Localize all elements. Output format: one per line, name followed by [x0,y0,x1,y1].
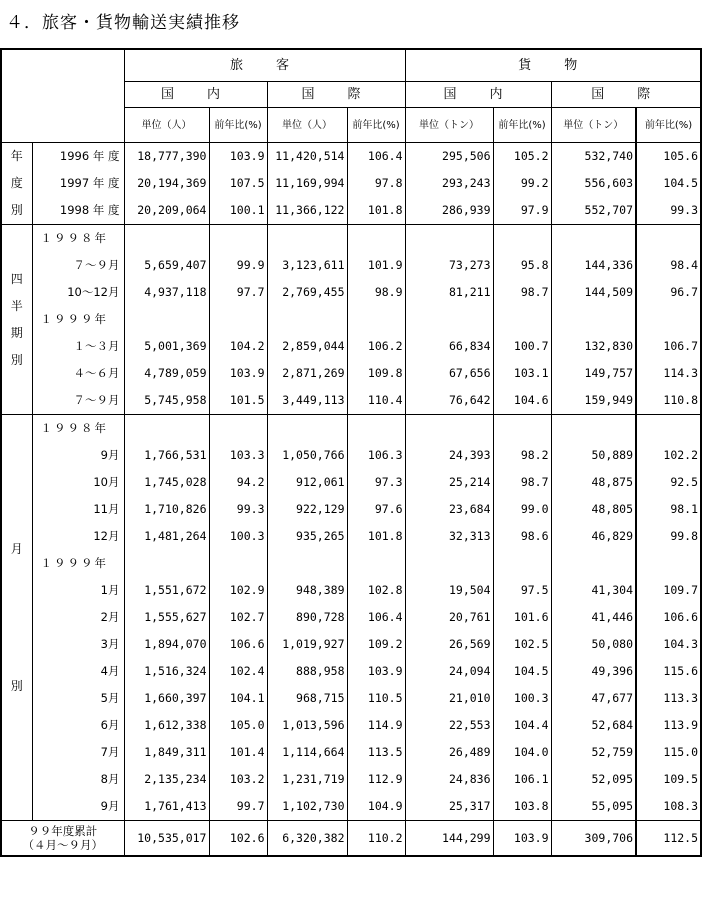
row-label: 9月 [32,793,124,821]
empty-cell [405,306,493,333]
cell-pdy: 94.2 [209,469,267,496]
empty-cell [347,550,405,577]
unit-ton: 単位（トン） [551,108,636,143]
table-row [1,279,701,306]
cell-pd: 1,710,826 [124,496,209,523]
cell-pi: 890,728 [267,604,347,631]
cell-pi: 1,019,927 [267,631,347,658]
cell-cd: 24,094 [405,658,493,685]
cell-pi: 3,123,611 [267,252,347,279]
cell-pdy: 106.6 [209,631,267,658]
cell-ci: 41,304 [551,577,636,604]
cell-cd: 25,317 [405,793,493,821]
row-label: 9月 [32,442,124,469]
cell-pdy: 99.9 [209,252,267,279]
total-cell-pd: 10,535,017 [124,821,209,857]
cell-pdy: 100.3 [209,523,267,550]
cell-pd: 2,135,234 [124,766,209,793]
cell-piy: 101.8 [347,523,405,550]
group-label-char: 期 [10,325,23,340]
cell-ci: 50,080 [551,631,636,658]
cell-ci: 46,829 [551,523,636,550]
cell-pd: 1,481,264 [124,523,209,550]
cell-cdy: 98.2 [493,442,551,469]
cell-cdy: 97.5 [493,577,551,604]
cell-ciy: 109.7 [636,577,701,604]
unit-ton: 単位（トン） [405,108,493,143]
cell-pi: 1,013,596 [267,712,347,739]
header-passenger-domestic: 国 内 [124,82,267,108]
cell-cd: 32,313 [405,523,493,550]
cell-ci: 532,740 [551,143,636,171]
table-row [1,170,701,197]
cell-piy: 114.9 [347,712,405,739]
cell-piy: 103.9 [347,658,405,685]
cell-ciy: 108.3 [636,793,701,821]
empty-cell [551,225,636,253]
cell-ci: 52,095 [551,766,636,793]
cell-cdy: 99.0 [493,496,551,523]
cell-cdy: 103.1 [493,360,551,387]
cell-pi: 968,715 [267,685,347,712]
cell-pdy: 103.9 [209,360,267,387]
empty-cell [551,415,636,443]
cell-pi: 1,050,766 [267,442,347,469]
cell-cdy: 98.7 [493,469,551,496]
cell-piy: 97.3 [347,469,405,496]
unit-yoy: 前年比(%) [209,108,267,143]
cell-pi: 948,389 [267,577,347,604]
cell-cdy: 98.7 [493,279,551,306]
cell-ci: 144,336 [551,252,636,279]
cell-cdy: 95.8 [493,252,551,279]
unit-person: 単位（人） [267,108,347,143]
cell-pdy: 102.4 [209,658,267,685]
cell-ciy: 106.6 [636,604,701,631]
cell-pd: 1,849,311 [124,739,209,766]
cell-pd: 1,894,070 [124,631,209,658]
cell-piy: 109.2 [347,631,405,658]
cell-ciy: 99.3 [636,197,701,225]
cell-ciy: 114.3 [636,360,701,387]
cell-ci: 52,684 [551,712,636,739]
cell-cd: 76,642 [405,387,493,415]
cell-piy: 101.8 [347,197,405,225]
empty-cell [124,225,209,253]
cell-pd: 5,001,369 [124,333,209,360]
table-row [1,658,701,685]
cell-pdy: 101.4 [209,739,267,766]
cell-pi: 1,231,719 [267,766,347,793]
row-label: 5月 [32,685,124,712]
row-label: 12月 [32,523,124,550]
cell-ciy: 115.6 [636,658,701,685]
cell-pdy: 102.7 [209,604,267,631]
group-label [1,143,32,225]
row-label: 1月 [32,577,124,604]
cell-pi: 2,769,455 [267,279,347,306]
cell-cd: 81,211 [405,279,493,306]
cell-pi: 11,420,514 [267,143,347,171]
cell-ci: 552,707 [551,197,636,225]
cell-cd: 19,504 [405,577,493,604]
row-label: 11月 [32,496,124,523]
cell-ciy: 115.0 [636,739,701,766]
empty-cell [209,550,267,577]
cell-ciy: 110.8 [636,387,701,415]
group-label-char: 年 [10,149,23,163]
cell-ci: 48,875 [551,469,636,496]
cell-pd: 1,555,627 [124,604,209,631]
transport-results-table [0,48,702,857]
cell-piy: 106.4 [347,604,405,631]
cell-ci: 49,396 [551,658,636,685]
empty-cell [636,225,701,253]
cell-piy: 106.3 [347,442,405,469]
empty-cell [636,415,701,443]
group-label-char: 別 [10,678,23,693]
empty-cell [347,415,405,443]
cell-cd: 26,569 [405,631,493,658]
sub-header-row [1,306,701,333]
cell-ciy: 113.3 [636,685,701,712]
sub-header-row [1,415,701,443]
cell-pd: 18,777,390 [124,143,209,171]
cell-pd: 4,789,059 [124,360,209,387]
sub-header-row [1,225,701,253]
table-row [1,577,701,604]
unit-yoy: 前年比(%) [493,108,551,143]
cell-ciy: 98.1 [636,496,701,523]
empty-cell [636,306,701,333]
empty-cell [493,415,551,443]
row-label: 1996 年 度 [32,143,124,171]
cell-pd: 20,209,064 [124,197,209,225]
cell-piy: 101.9 [347,252,405,279]
cell-piy: 110.5 [347,685,405,712]
cell-cd: 295,506 [405,143,493,171]
table-row [1,793,701,821]
cell-cdy: 104.6 [493,387,551,415]
group-label-char: 月 [10,541,23,556]
table-row [1,685,701,712]
cell-cd: 20,761 [405,604,493,631]
empty-cell [405,415,493,443]
cell-ciy: 99.8 [636,523,701,550]
cell-pd: 1,766,531 [124,442,209,469]
cell-pi: 2,859,044 [267,333,347,360]
table-row [1,252,701,279]
row-label: 4月 [32,658,124,685]
cell-piy: 106.2 [347,333,405,360]
empty-cell [209,225,267,253]
cell-ci: 132,830 [551,333,636,360]
empty-cell [267,550,347,577]
year-sublabel: １９９８年 [32,225,124,253]
empty-cell [493,550,551,577]
cell-pdy: 99.7 [209,793,267,821]
cell-ci: 55,095 [551,793,636,821]
total-label [1,821,124,857]
cell-ci: 144,509 [551,279,636,306]
cell-pd: 4,937,118 [124,279,209,306]
cell-cd: 293,243 [405,170,493,197]
table-row [1,387,701,415]
table-row [1,197,701,225]
cell-piy: 113.5 [347,739,405,766]
cell-ci: 48,805 [551,496,636,523]
sub-header-row [1,550,701,577]
empty-cell [347,225,405,253]
table-row [1,143,701,171]
empty-cell [124,306,209,333]
cell-ci: 149,757 [551,360,636,387]
cell-pi: 3,449,113 [267,387,347,415]
cell-pd: 1,551,672 [124,577,209,604]
cell-pi: 922,129 [267,496,347,523]
cell-cdy: 104.5 [493,658,551,685]
group-label-char: 度 [10,176,23,190]
cell-pd: 1,612,338 [124,712,209,739]
cell-ci: 159,949 [551,387,636,415]
cell-cd: 24,393 [405,442,493,469]
empty-cell [267,415,347,443]
row-label: ７～９月 [32,387,124,415]
table-row [1,523,701,550]
cell-ci: 556,603 [551,170,636,197]
cell-cd: 286,939 [405,197,493,225]
row-label: 10月 [32,469,124,496]
cell-cdy: 99.2 [493,170,551,197]
total-cell-pi: 6,320,382 [267,821,347,857]
cell-cdy: 100.7 [493,333,551,360]
cell-pdy: 104.2 [209,333,267,360]
cell-pdy: 105.0 [209,712,267,739]
cell-cd: 23,684 [405,496,493,523]
cell-ci: 47,677 [551,685,636,712]
table-row [1,469,701,496]
table-row [1,712,701,739]
total-cell-ci: 309,706 [551,821,636,857]
cell-pd: 5,745,958 [124,387,209,415]
cell-ci: 50,889 [551,442,636,469]
cell-piy: 97.6 [347,496,405,523]
cell-pi: 888,958 [267,658,347,685]
header-passenger: 旅 客 [124,49,405,82]
cell-pdy: 100.1 [209,197,267,225]
year-sublabel: １９９９年 [32,306,124,333]
empty-cell [493,225,551,253]
header-cargo-international: 国 際 [551,82,701,108]
header-passenger-international: 国 際 [267,82,405,108]
empty-cell [209,415,267,443]
cell-cdy: 101.6 [493,604,551,631]
cell-pdy: 101.5 [209,387,267,415]
cell-piy: 104.9 [347,793,405,821]
cell-pdy: 102.9 [209,577,267,604]
row-label: 2月 [32,604,124,631]
cell-ciy: 92.5 [636,469,701,496]
cell-pd: 1,660,397 [124,685,209,712]
cell-pi: 11,366,122 [267,197,347,225]
cell-cdy: 105.2 [493,143,551,171]
header-cargo: 貨 物 [405,49,701,82]
row-label: ７～９月 [32,252,124,279]
empty-cell [551,550,636,577]
page-title: ４．旅客・貨物輸送実績推移 [6,13,240,33]
row-label: 8月 [32,766,124,793]
cell-pdy: 103.3 [209,442,267,469]
row-label: 3月 [32,631,124,658]
group-label [1,225,32,415]
cell-ciy: 104.3 [636,631,701,658]
cell-cdy: 100.3 [493,685,551,712]
empty-cell [551,306,636,333]
table-row [1,739,701,766]
cell-pd: 1,516,324 [124,658,209,685]
row-label: ４～６月 [32,360,124,387]
cell-piy: 112.9 [347,766,405,793]
unit-person: 単位（人） [124,108,209,143]
cell-pi: 1,102,730 [267,793,347,821]
empty-cell [405,550,493,577]
unit-yoy: 前年比(%) [636,108,701,143]
cell-pdy: 103.9 [209,143,267,171]
year-sublabel: １９９８年 [32,415,124,443]
header-row-main [1,49,701,82]
cell-ci: 41,446 [551,604,636,631]
empty-cell [405,225,493,253]
row-label: 1997 年 度 [32,170,124,197]
empty-cell [209,306,267,333]
cell-ciy: 102.2 [636,442,701,469]
total-label-line1: ９９年度累計 [28,824,98,838]
empty-cell [124,415,209,443]
row-label: 1998 年 度 [32,197,124,225]
row-label: 6月 [32,712,124,739]
group-label [1,415,32,821]
cell-pi: 1,114,664 [267,739,347,766]
cell-ciy: 106.7 [636,333,701,360]
cell-cdy: 104.4 [493,712,551,739]
total-cell-cd: 144,299 [405,821,493,857]
table-row [1,333,701,360]
total-cell-piy: 110.2 [347,821,405,857]
cell-pd: 1,745,028 [124,469,209,496]
cell-ciy: 96.7 [636,279,701,306]
cell-pi: 935,265 [267,523,347,550]
cell-ciy: 109.5 [636,766,701,793]
cell-cdy: 97.9 [493,197,551,225]
cell-pdy: 103.2 [209,766,267,793]
cell-ci: 52,759 [551,739,636,766]
group-label-char: 半 [10,298,23,313]
cell-piy: 98.9 [347,279,405,306]
unit-yoy: 前年比(%) [347,108,405,143]
cell-cd: 21,010 [405,685,493,712]
cell-piy: 110.4 [347,387,405,415]
cell-piy: 97.8 [347,170,405,197]
total-cell-pdy: 102.6 [209,821,267,857]
cell-cd: 26,489 [405,739,493,766]
cell-pdy: 104.1 [209,685,267,712]
cell-cd: 25,214 [405,469,493,496]
cell-cd: 73,273 [405,252,493,279]
table-row [1,604,701,631]
cell-cd: 66,834 [405,333,493,360]
year-sublabel: １９９９年 [32,550,124,577]
total-label-line2: （４月～９月） [22,838,103,852]
table-row [1,442,701,469]
cell-pdy: 97.7 [209,279,267,306]
cell-cdy: 104.0 [493,739,551,766]
group-label-char: 四 [10,271,23,286]
total-cell-ciy: 112.5 [636,821,701,857]
row-label: 7月 [32,739,124,766]
cell-pi: 2,871,269 [267,360,347,387]
empty-cell [347,306,405,333]
total-cell-cdy: 103.9 [493,821,551,857]
table-row [1,766,701,793]
cell-cd: 67,656 [405,360,493,387]
cell-pdy: 99.3 [209,496,267,523]
empty-cell [636,550,701,577]
cell-pd: 5,659,407 [124,252,209,279]
cell-ciy: 113.9 [636,712,701,739]
header-corner [1,49,124,143]
cell-piy: 109.8 [347,360,405,387]
cell-pd: 1,761,413 [124,793,209,821]
table-row [1,360,701,387]
empty-cell [493,306,551,333]
cell-pi: 912,061 [267,469,347,496]
cell-pi: 11,169,994 [267,170,347,197]
cell-ciy: 105.6 [636,143,701,171]
cell-piy: 102.8 [347,577,405,604]
empty-cell [124,550,209,577]
group-label-char: 別 [10,203,23,217]
cell-pdy: 107.5 [209,170,267,197]
empty-cell [267,225,347,253]
cell-piy: 106.4 [347,143,405,171]
cell-ciy: 104.5 [636,170,701,197]
cell-cd: 24,836 [405,766,493,793]
cell-cdy: 106.1 [493,766,551,793]
row-label: 10～12月 [32,279,124,306]
table-row [1,631,701,658]
cell-cdy: 98.6 [493,523,551,550]
cell-ciy: 98.4 [636,252,701,279]
table-row [1,496,701,523]
cell-pd: 20,194,369 [124,170,209,197]
header-cargo-domestic: 国 内 [405,82,551,108]
total-row [1,821,701,857]
cell-cd: 22,553 [405,712,493,739]
cell-cdy: 102.5 [493,631,551,658]
group-label-char: 別 [10,352,23,367]
row-label: １～３月 [32,333,124,360]
empty-cell [267,306,347,333]
cell-cdy: 103.8 [493,793,551,821]
